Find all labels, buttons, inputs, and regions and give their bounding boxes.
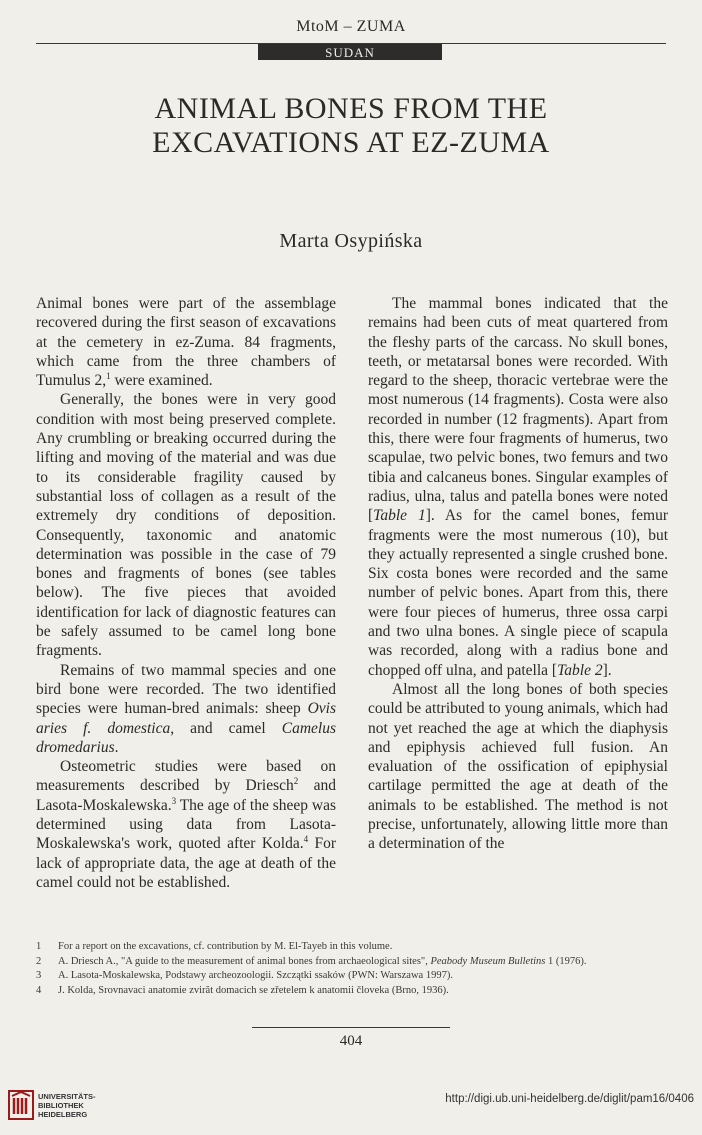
- footnotes: [36, 940, 666, 998]
- footnote: 1 For a report on the excavations, cf. contribution by M. El-Tayeb in this volume.: [36, 941, 393, 952]
- footnote-ref-2: 2: [293, 776, 299, 787]
- paragraph: Remains of two mammal species and one bird bone were recorded. The two identified species were human-bred animals: sheep Ovis aries f. domestica, and camel Camelus dromedarius.: [36, 661, 336, 756]
- article-title: [0, 92, 702, 160]
- paragraph: Osteometric studies were based on measurements described by Driesch$^2$ and Lasota-Moskalewska.$^3$ The age of the sheep was determined using data from Lasota-Moskalewska's work, quoted after Kolda.$^4$ For lack of appropriate data, the age at death of the camel could not be established.: [36, 758, 336, 891]
- page-number: 404: [339, 1033, 363, 1049]
- left-column: [36, 294, 336, 892]
- title-line-2: EXCAVATIONS AT EZ-ZUMA: [152, 126, 550, 159]
- footnote-ref-4: 4: [303, 834, 309, 845]
- paragraph: Generally, the bones were in very good condition with most being preserved complete. Any crumbling or breaking occurred during the lifting and moving of the material and was due to its considerable fragility caused by substantial loss of collagen as a result of the extremely dry conditions of deposition. Consequently, taxonomic and anatomic determination was possible in the case of 79 bones and fragments of bones (see tables below). The five pieces that avoided identification for lack of diagnostic features can be safely assumed to be camel long bone fragments.: [36, 391, 336, 660]
- section-label: SUDAN: [258, 44, 442, 60]
- title-line-1: ANIMAL BONES FROM THE: [154, 92, 548, 125]
- latin-name-camel: Camelus dromedarius: [36, 719, 336, 756]
- paragraph: The mammal bones indicated that the remains had been cuts of meat quartered from the fleshy parts of the carcass. No skull bones, teeth, or metatarsal bones were recorded. With regard to the sheep, thoracic vertebrae were the most numerous (14 fragments). Costa were also recorded in number (12 fragments). Apart from this, there were four fragments of humerus, two scapulae, two pelvic bones, two femurs and two tibia and calcaneus bones. Singular examples of radius, ulna, talus and patella bones were noted [Table 1]. As for the camel bones, femur fragments were the most numerous (10), but they actually represented a single crushed bone. Six costa bones were recorded and the same number of pelvic bones. Apart from this, there were four pieces of humerus, three ossa carpi and two ulna bones. A single piece of scapula was recorded, along with a radius bone and chopped off ulna, and patella [Table 2].: [368, 295, 668, 679]
- library-logo: UNIVERSITÄTS- BIBLIOTHEK HEIDELBERG: [8, 1090, 96, 1120]
- table-ref-2: Table 2: [557, 661, 603, 679]
- footnote: 4 J. Kolda, Srovnavaci anatomie zvirăt domacich se zřetelem k anatomii človeka (Brno, 1936).: [36, 984, 449, 996]
- footnote-ref-1: 1: [106, 371, 111, 382]
- footer-rule: [252, 1027, 450, 1028]
- right-column: [368, 294, 668, 854]
- running-head: MtoM – ZUMA: [296, 18, 406, 35]
- paragraph: Almost all the long bones of both species could be attributed to young animals, which had not yet reached the age at which the diaphysis and epiphysis achieved full fusion. An evaluation of the ossification of epiphysial cartilage permitted the age at death of the animals to be established. The method is not precise, unfortunately, allowing little more than a determination of the: [368, 680, 668, 853]
- latin-name-sheep: Ovis aries f. domestica: [36, 700, 336, 737]
- paragraph: Animal bones were part of the assemblage recovered during the first season of excavations at the cemetery in ez-Zuma. 84 fragments, which came from the three chambers of Tumulus 2,$^1$ were examined.: [36, 295, 336, 390]
- author-name: Marta Osypińska: [279, 230, 423, 252]
- source-url-link[interactable]: http://digi.ub.uni-heidelberg.de/diglit/pam16/0406: [445, 1093, 694, 1105]
- footnote: 3 A. Lasota-Moskalewska, Podstawy archeozoologii. Szczątki ssaków (PWN: Warszawa 1997).: [36, 970, 453, 981]
- library-emblem-icon: [8, 1090, 34, 1120]
- footnote: 2 A. Driesch A., "A guide to the measurement of animal bones from archaeological sites", Peabody Museum Bulletins 1 (1976).: [36, 955, 587, 967]
- footnote-ref-3: 3: [171, 795, 177, 806]
- table-ref-1: Table 1: [373, 507, 426, 525]
